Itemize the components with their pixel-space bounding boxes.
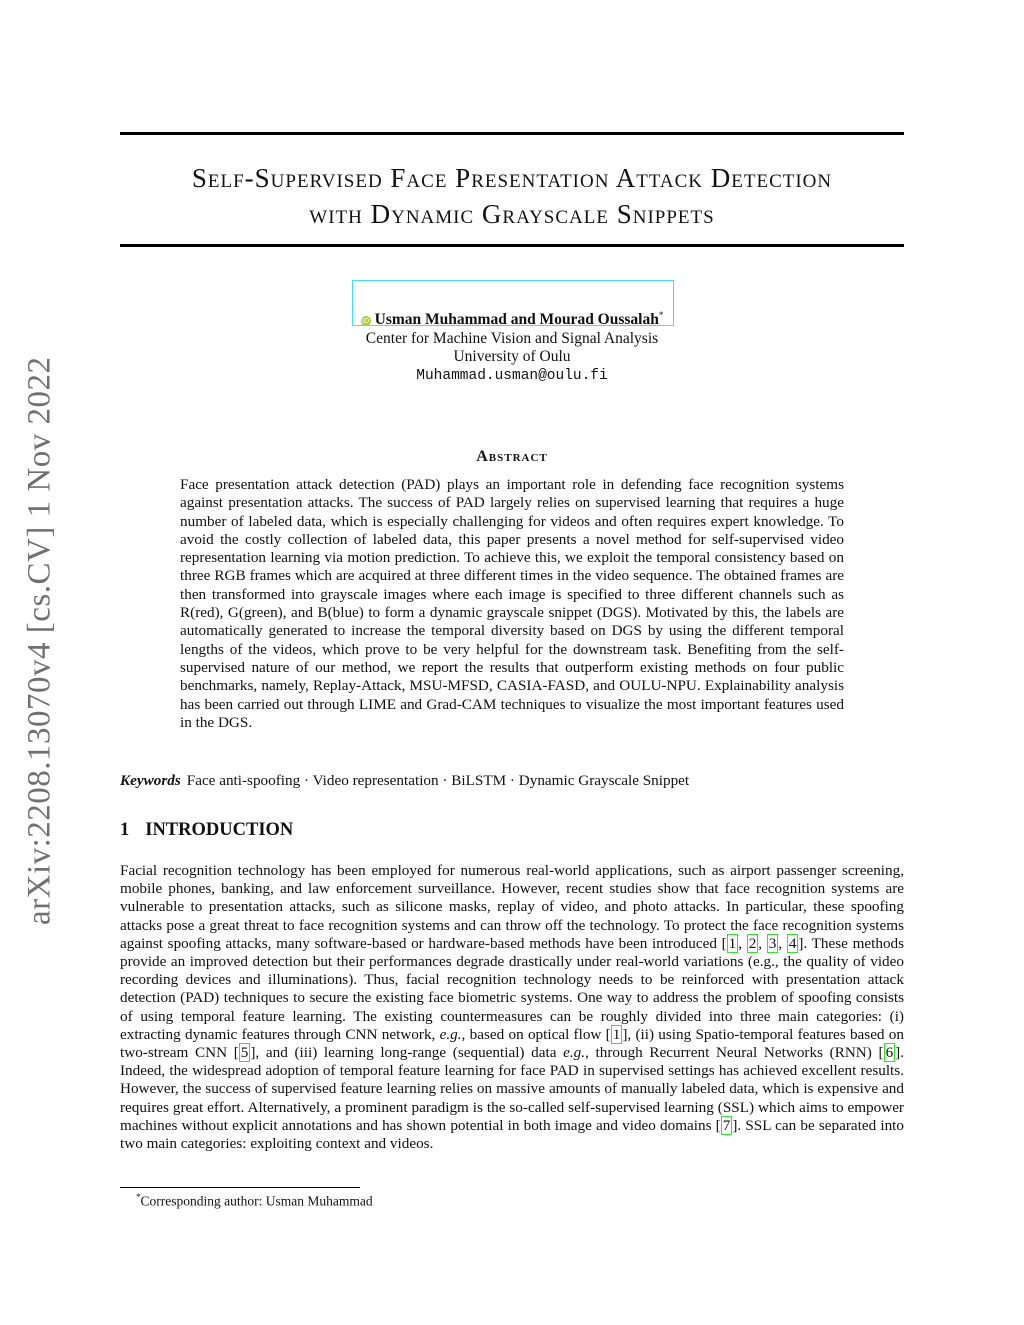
intro-text: through Recurrent Neural Networks (RNN) [ [588, 1044, 884, 1062]
intro-text: ], (ii) using Spatio-temporal features based on two-stream CNN [ [120, 1025, 904, 1062]
footnote-text: Corresponding author: Usman Muhammad [140, 1193, 373, 1209]
author-university: University of Oulu [453, 348, 571, 366]
footnote-mark: * [136, 1192, 141, 1202]
intro-text: e.g., [439, 1025, 466, 1043]
author-affiliation: Center for Machine Vision and Signal Analysis [365, 329, 659, 347]
section-title: INTRODUCTION [145, 820, 294, 840]
title-line-1: Self-Supervised Face Presentation Attack Detection [191, 163, 833, 193]
abstract-heading: Abstract [476, 448, 548, 465]
intro-text: ], and (iii) learning long-range (sequential) data [250, 1044, 564, 1062]
author-email[interactable]: Muhammad.usman@oulu.fi [416, 367, 608, 384]
intro-text: ]. Indeed, the widespread adoption of temporal feature learning for face PAD in supervised settings has achieved excellent results. However, the success of supervised feature learning relies on massive amounts of manually labeled data, which is expensive and requires great effort. Alternatively, a prominent paradigm is the so-called self-supervised learning (SSL) which aims to empower machines without explicit annotations and has shown potential in both image and video domains [ [120, 1044, 905, 1134]
intro-text: e.g., [563, 1044, 589, 1062]
intro-text: Facial recognition technology has been employed for numerous real-world applications, such as airport passenger screening, mobile phones, banking, and law enforcement surveillance. However, recent studies show that face recognition systems are vulnerable to presentation attacks, such as silicone masks, replay of video, and photo attacks. In particular, these spoofing attacks pose a great threat to face recognition systems and can throw off the technology. To protect the face recognition systems against spoofing attacks, many software-based or hardware-based methods have been introduced [ [120, 862, 904, 952]
author-names[interactable]: Usman Muhammad and Mourad Oussalah [374, 311, 659, 329]
citation-link[interactable]: 4 [788, 934, 797, 952]
intro-text: ]. SSL can be separated into two main categories: exploiting context and videos. [120, 1116, 904, 1153]
keywords-label: Keywords [120, 772, 181, 789]
introduction-paragraph: Facial recognition technology has been employed for numerous real-world applications, such as airport passenger screening, mobile phones, banking, and law enforcement surveillance. However, recent studies show that face recognition systems are vulnerable to presentation attacks, such as silicone masks, replay of video, and photo attacks. In particular, these spoofing attacks pose a great threat to face recognition systems and can throw off the technology. To protect the face recognition systems against spoofing attacks, many software-based or hardware-based methods have been introduced [ 1 , 2 , 3 , 4 ]. These methods provide an improved detection but their performances degrade drastically under real-world variations (e.g., the quality of video recording devices and illuminations). Thus, facial recognition technology needs to be reinforced with presentation attack detection (PAD) techniques to secure the existing face biometric systems. One way to address the problem of spoofing consists of using temporal feature learning. The existing countermeasures can be roughly divided into three main categories: (i) extracting dynamic features through CNN network, e.g., based on optical flow [ 1 ], (ii) using Spatio-temporal features based on two-stream CNN [ 5 ], and (iii) learning long-range (sequential) data e.g., through Recurrent Neural Networks (RNN) [ 6 ]. Indeed, the widespread adoption of temporal feature learning for face PAD in supervised settings has achieved excellent results. However, the success of supervised feature learning relies on massive amounts of manually labeled data, which is expensive and requires great effort. Alternatively, a prominent paradigm is the so-called self-supervised learning (SSL) which aims to empower machines without explicit annotations and has shown potential in both image and video domains [ 7 ]. SSL can be separated into two main categories: exploiting context and videos. [120, 862, 905, 1153]
citation-link[interactable]: 3 [768, 934, 777, 952]
intro-text: based on optical flow [ [465, 1025, 611, 1043]
citation-link[interactable]: 7 [722, 1116, 731, 1134]
keywords [120, 772, 689, 790]
footnote-rule [120, 1187, 360, 1188]
arxiv-identifier: arXiv:2208.13070v4 [cs.CV] 1 Nov 2022 [21, 356, 58, 926]
title-rule-top [120, 132, 904, 135]
section-heading [120, 820, 293, 841]
paper-title [120, 160, 904, 232]
title-line-2: with Dynamic Grayscale Snippets [309, 199, 715, 229]
citation-link[interactable]: 1 [612, 1025, 621, 1043]
keywords-text: Face anti-spoofing · Video representation · BiLSTM · Dynamic Grayscale Snippet [186, 772, 690, 789]
orcid-icon[interactable]: iD [361, 317, 370, 326]
intro-text: ]. These methods provide an improved detection but their performances degrade drastically under real-world variations (e.g., the quality of video recording devices and illuminations). Thus, facial recognition technology needs to be reinforced with presentation attack detection (PAD) techniques to secure the existing face biometric systems. One way to address the problem of spoofing consists of using temporal feature learning. The existing countermeasures can be roughly divided into three main categories: (i) extracting dynamic features through CNN network, [120, 934, 905, 1043]
section-number: 1 [120, 820, 130, 840]
citation-link[interactable]: 2 [748, 934, 757, 952]
footnote [136, 1192, 373, 1210]
author-footnote-mark[interactable]: * [658, 310, 664, 320]
citation-link[interactable]: 6 [885, 1044, 894, 1062]
abstract-text: Face presentation attack detection (PAD) plays an important role in defending face recognition systems against presentation attacks. The success of PAD largely relies on supervised learning that requires a huge number of labeled data, which is especially challenging for videos and often requires expert knowledge. To avoid the costly collection of labeled data, this paper presents a novel method for self-supervised video representation learning via motion prediction. To achieve this, we exploit the temporal consistency based on three RGB frames which are acquired at three different times in the video sequence. The obtained frames are then transformed into grayscale images where each image is specified to three different channels such as R(red), G(green), and B(blue) to form a dynamic grayscale snippet (DGS). Motivated by this, the labels are automatically generated to increase the temporal diversity based on DGS by using the different temporal lengths of the videos, which prove to be very helpful for the downstream task. Benefiting from the self-supervised nature of our method, we report the results that outperform existing methods on four public benchmarks, namely, Replay-Attack, MSU-MFSD, CASIA-FASD, and OULU-NPU. Explainability analysis has been carried out through LIME and Grad-CAM techniques to visualize the most important features used in the DGS. [180, 476, 844, 731]
citation-link[interactable]: 5 [240, 1044, 249, 1062]
title-rule-bottom [120, 244, 904, 247]
citation-link[interactable]: 1 [728, 934, 737, 952]
author-block [0, 306, 1024, 385]
